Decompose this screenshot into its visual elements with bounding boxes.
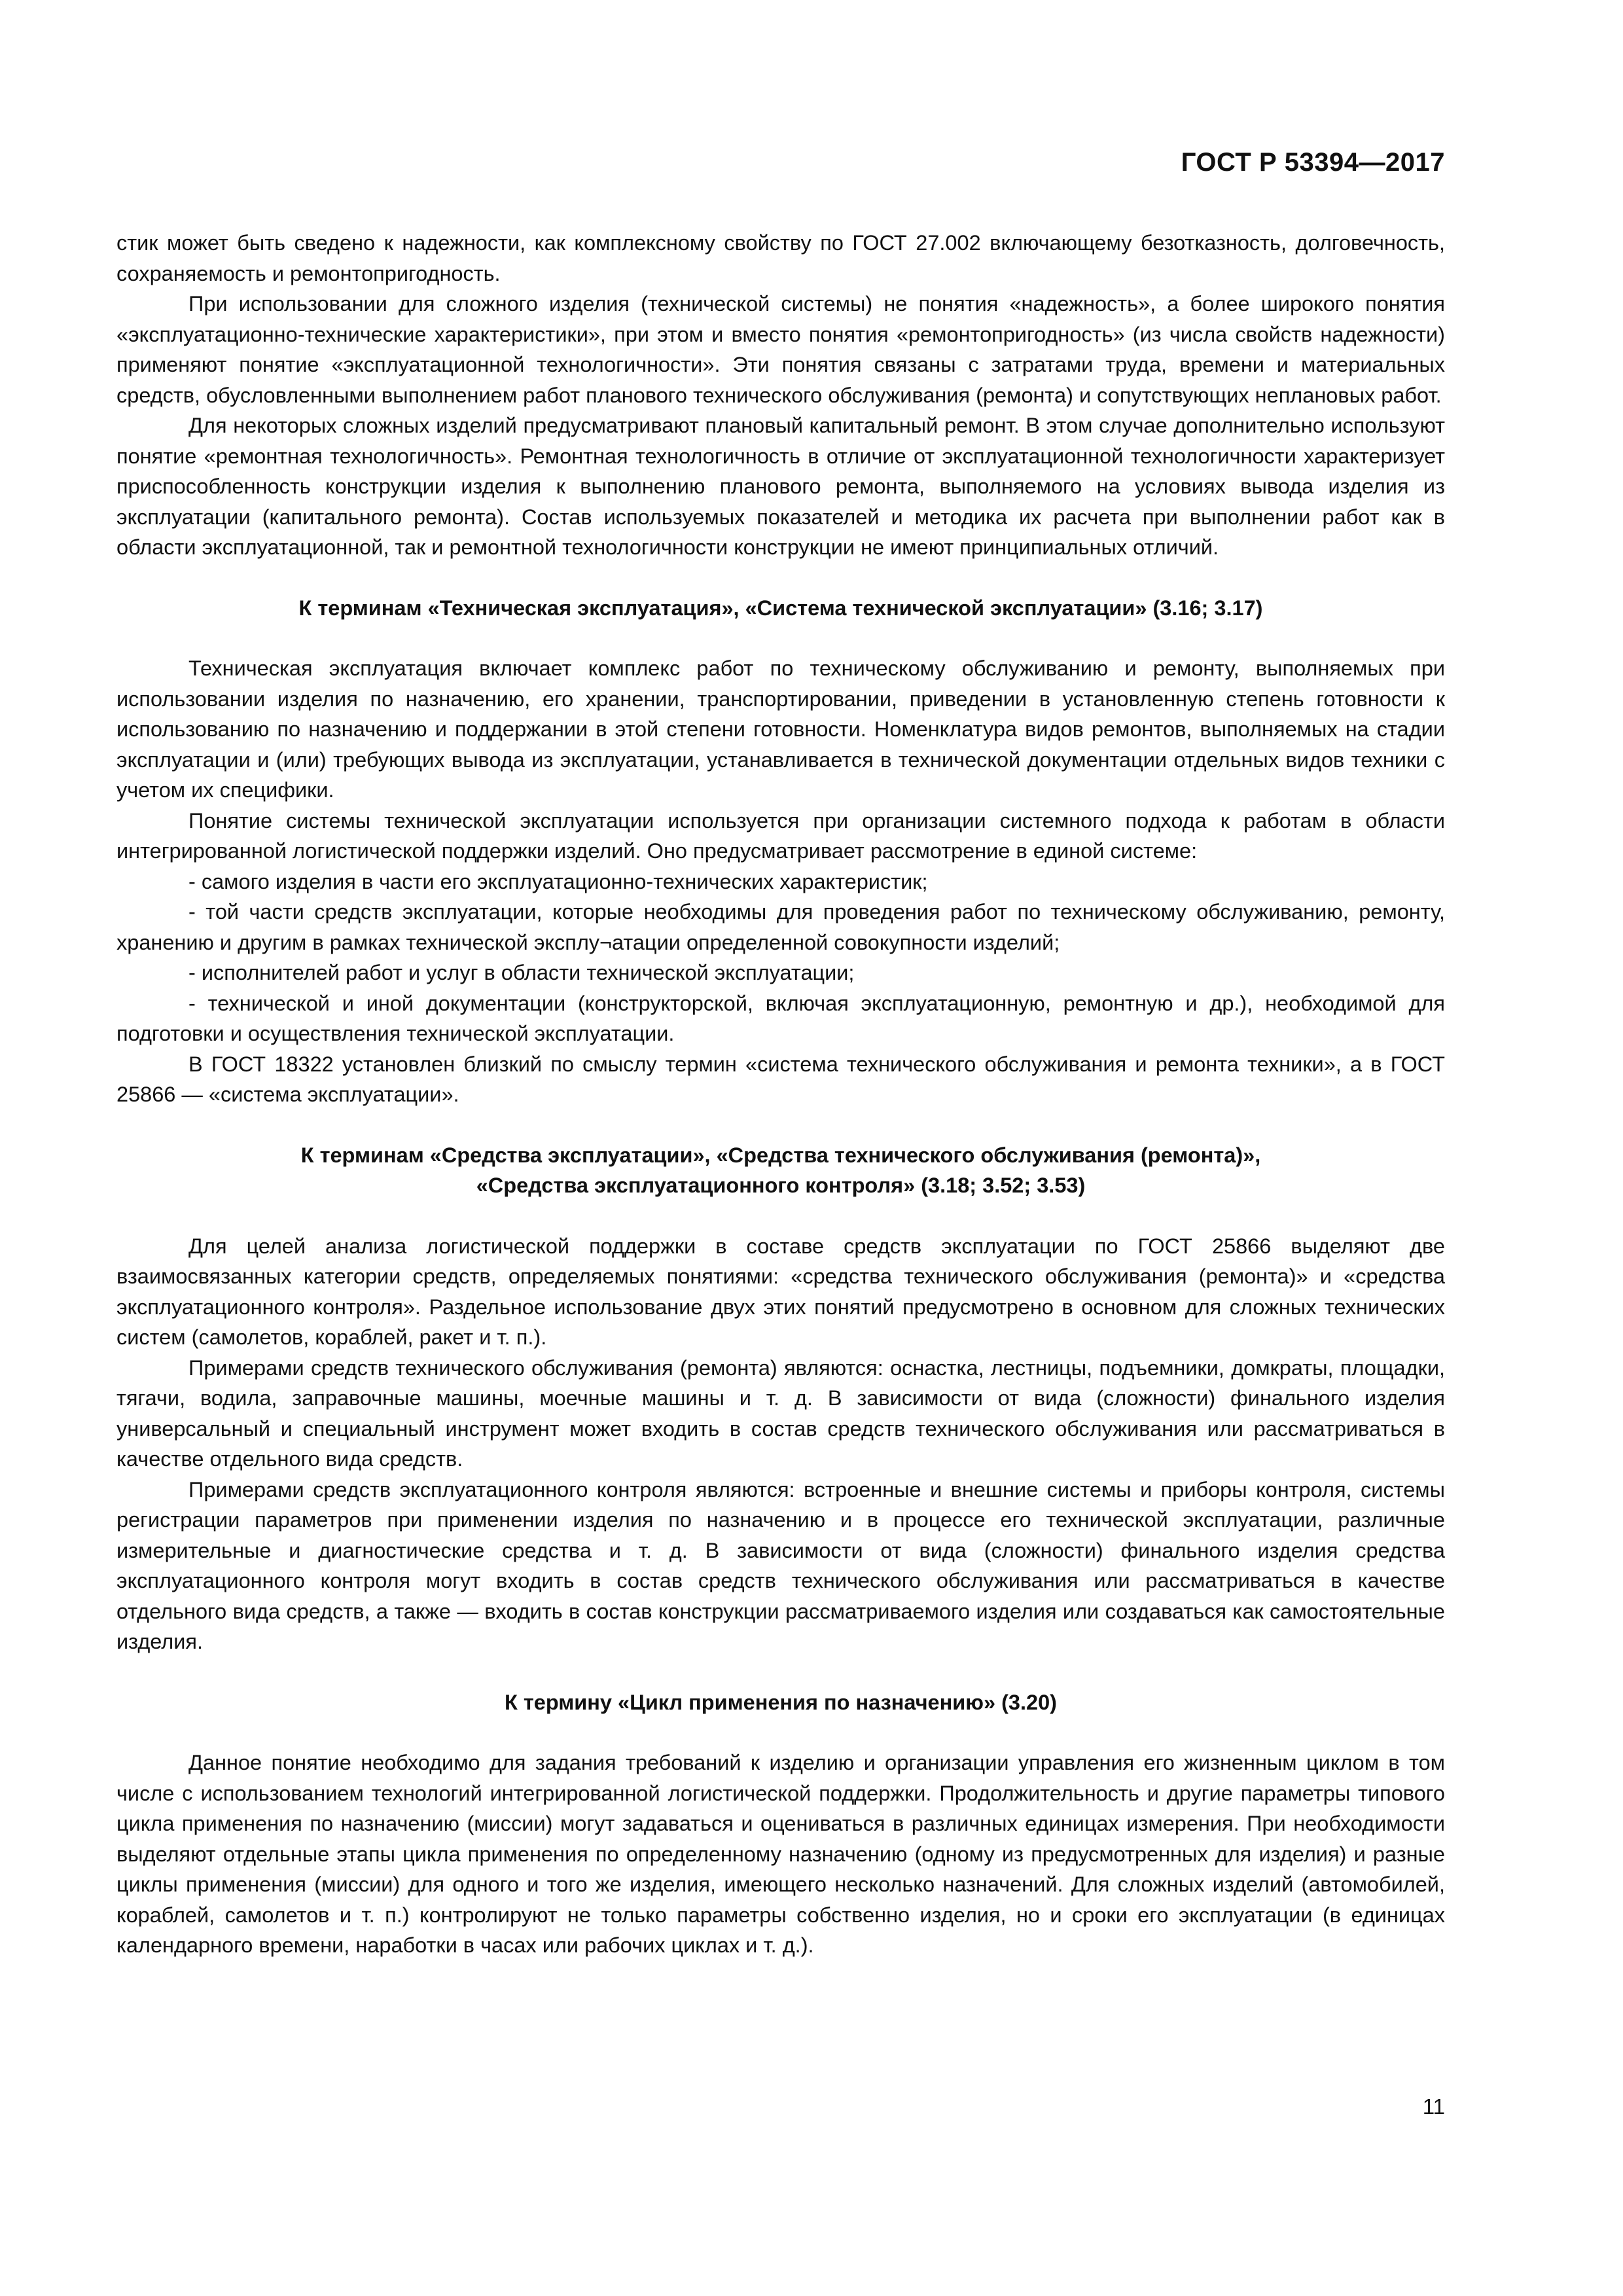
section-heading-text: К терминам «Техническая эксплуатация», «Система технической эксплуатации» (3.16; 3.17): [298, 596, 1263, 620]
section2-paragraph-3: Примерами средств эксплуатационного контроля являются: встроенные и внешние системы и приборы контроля, системы регистрации параметров при применении изделия по назначению и в процессе его технической эксплуатации, различные измерительные и диагностические средства и т. д. В зависимости от вида (сложности) финального изделия средства эксплуатационного контроля могут входить в состав средств технического обслуживания или рассматриваться в качестве отдельного вида средств, а также — входить в состав конструкции рассматриваемого изделия или создаваться как самостоятельные изделия.: [116, 1477, 1445, 1653]
intro-paragraph-3: Для некоторых сложных изделий предусматривают плановый капитальный ремонт. В этом случае дополнительно используют понятие «ремонтная технологичность». Ремонтная технологичность в отличие от эксплуатационной технологичности характеризует приспособленность конструкции изделия к выполнению планового ремонта, выполняемого на условиях вывода изделия из эксплуатации (капитального ремонта). Состав используемых показателей и методика их расчета при выполнении работ как в области эксплуатационной, так и ремонтной технологичности конструкции не имеют принципиальных отличий.: [116, 414, 1445, 559]
intro-paragraph-1: стик может быть сведено к надежности, как комплексному свойству по ГОСТ 27.002 включающему безотказность, долговечность, сохраняемость и ремонтопригодность.: [116, 231, 1445, 285]
section1-paragraph-2: Понятие системы технической эксплуатации используется при организации системного подхода к работам в области интегрированной логистической поддержки изделий. Оно предусматривает рассмотрение в единой системе:: [116, 808, 1445, 863]
section-heading-operation-means: [116, 1140, 1445, 1201]
list-item: - той части средств эксплуатации, которые необходимы для проведения работ по техническому обслуживанию, ремонту, хранению и другим в рамках технической эксплу¬атации определенной совокупности изделий;: [116, 900, 1445, 954]
document-header-id: ГОСТ Р 53394—2017: [1181, 148, 1445, 177]
page-number: 11: [1422, 2094, 1445, 2119]
section-heading-technical-operation: [116, 593, 1445, 624]
section2-paragraph-1: Для целей анализа логистической поддержки в составе средств эксплуатации по ГОСТ 25866 выделяют две взаимосвязанных категории средств, определяемых понятиями: «средства технического обслуживания (ремонта)» и «средства эксплуатационного контроля». Раздельное использование двух этих понятий предусмотрено в основном для сложных технических систем (самолетов, кораблей, ракет и т. п.).: [116, 1234, 1445, 1349]
section-heading-line-1: К терминам «Средства эксплуатации», «Средства технического обслуживания (ремонта)»,: [300, 1143, 1261, 1167]
list-item: - исполнителей работ и услуг в области технической эксплуатации;: [188, 961, 855, 984]
list-item: - технической и иной документации (конструкторской, включая эксплуатационную, ремонтную и др.), необходимой для подготовки и осуществления технической эксплуатации.: [116, 991, 1445, 1045]
section1-paragraph-3: В ГОСТ 18322 установлен близкий по смыслу термин «система технического обслуживания и ремонта техники», а в ГОСТ 25866 — «система эксплуатации».: [116, 1052, 1445, 1106]
document-page: [116, 0, 1445, 2296]
section-heading-text: К термину «Цикл применения по назначению» (3.20): [504, 1690, 1058, 1714]
section-heading-usage-cycle: [116, 1687, 1445, 1718]
section1-paragraph-1: Техническая эксплуатация включает комплекс работ по техническому обслуживанию и ремонту, выполняемых при использовании изделия по назначению, его хранении, транспортировании, приведении в установленную степень готовности к использованию по назначению и поддержании в этой степени готовности. Номенклатура видов ремонтов, выполняемых на стадии эксплуатации и (или) требующих вывода из эксплуатации, устанавливается в технической документации отдельных видов техники с учетом их специфики.: [116, 656, 1445, 802]
document-body: [116, 228, 1445, 1961]
list-item: - самого изделия в части его эксплуатационно-технических характеристик;: [188, 869, 928, 893]
section2-paragraph-2: Примерами средств технического обслуживания (ремонта) являются: оснастка, лестницы, подъемники, домкраты, площадки, тягачи, водила, заправочные машины, моечные машины и т. д. В зависимости от вида (сложности) финального изделия универсальный и специальный инструмент может входить в состав средств технического обслуживания или рассматриваться в качестве отдельного вида средств.: [116, 1355, 1445, 1471]
intro-paragraph-2: При использовании для сложного изделия (технической системы) не понятия «надежность», а более широкого понятия «эксплуатационно-технические характеристики», при этом и вместо понятия «ремонтопригодность» (из числа свойств надежности) применяют понятие «эксплуатационной технологичности». Эти понятия связаны с затратами труда, времени и материальных средств, обусловленными выполнением работ планового технического обслуживания (ремонта) и сопутствующих неплановых работ.: [116, 292, 1445, 407]
section3-paragraph-1: Данное понятие необходимо для задания требований к изделию и организации управления его жизненным циклом в том числе с использованием технологий интегрированной логистической поддержки. Продолжительность и другие параметры типового цикла применения по назначению (миссии) могут задаваться и оцениваться в различных единицах измерения. При необходимости выделяют отдельные этапы цикла применения по определенному назначению (одному из предусмотренных для изделия) и разные циклы применения (миссии) для одного и того же изделия, имеющего несколько назначений. Для сложных изделий (автомобилей, кораблей, самолетов и т. п.) контролируют не только параметры собственно изделия, но и сроки его эксплуатации (в единицах календарного времени, наработки в часах или рабочих циклах и т. д.).: [116, 1751, 1445, 1957]
section-heading-line-2: «Средства эксплуатационного контроля» (3.18; 3.52; 3.53): [476, 1174, 1086, 1197]
